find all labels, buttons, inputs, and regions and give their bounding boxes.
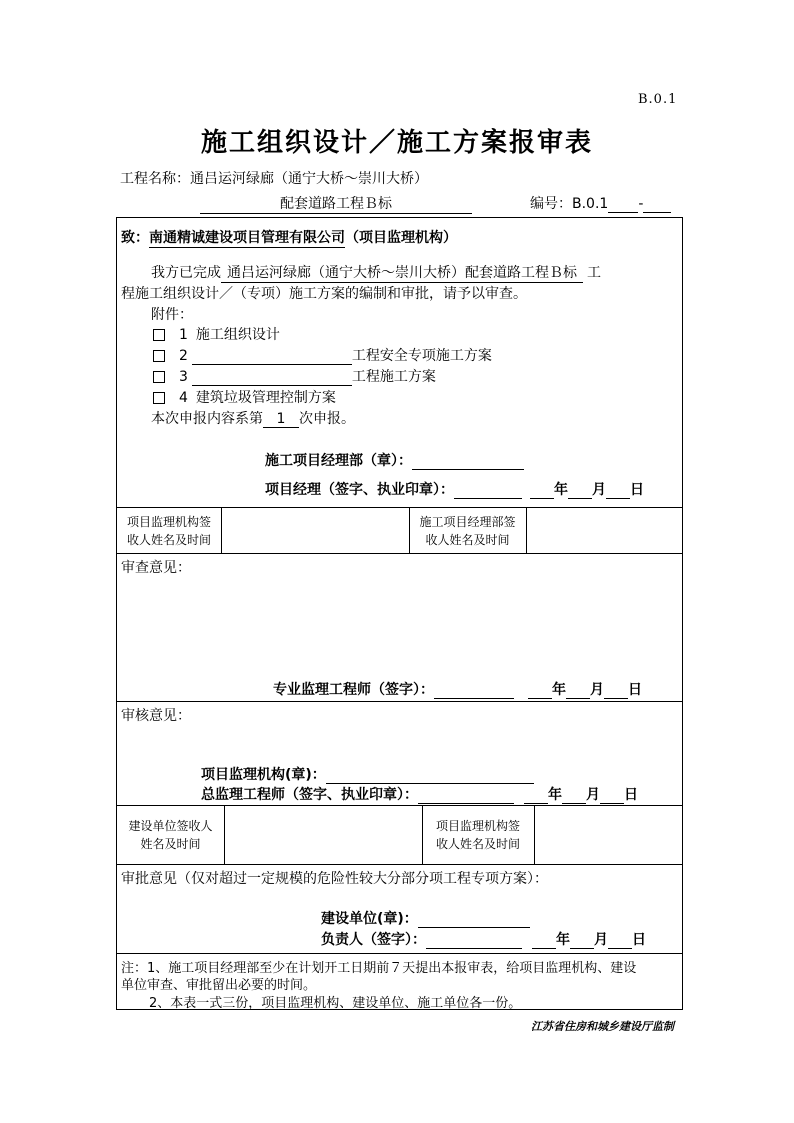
label-line: 姓名及时间 (140, 837, 201, 851)
attachment-text: 建筑垃圾管理控制方案 (195, 390, 336, 406)
day-label: 日 (624, 787, 638, 803)
checkbox[interactable] (153, 371, 165, 383)
audit-org-blank[interactable] (326, 767, 534, 784)
approval-unit-blank[interactable] (418, 911, 530, 928)
receipt-label-supervision (117, 513, 221, 549)
form-code: B.0.1 (638, 92, 678, 107)
attachment-item (153, 324, 280, 344)
label-line: 施工项目经理部签 (419, 515, 516, 529)
approval-form-table (116, 217, 683, 1010)
year-blank[interactable] (524, 787, 548, 804)
attachment-item (153, 387, 336, 407)
year-blank[interactable] (530, 482, 554, 499)
statement-project: 通吕运河绿廊（通宁大桥～崇川大桥）配套道路工程Ｂ标 (221, 262, 583, 283)
attachment-text: 施工组织设计 (195, 327, 280, 343)
attachment-item (153, 366, 436, 386)
day-blank[interactable] (608, 932, 632, 949)
submission-statement (151, 262, 601, 283)
number-label: 编号： (530, 196, 572, 212)
attachment-num: 1 (179, 327, 188, 343)
page-title: 施工组织设计／施工方案报审表 (200, 128, 593, 158)
day-label: 日 (630, 482, 644, 498)
number-value: B.0.1 (572, 196, 609, 212)
audit-label: 审核意见： (121, 708, 191, 724)
project-number (530, 193, 671, 213)
project-name-continued: 配套道路工程Ｂ标 (200, 193, 472, 214)
attachment-item (153, 345, 492, 365)
receipt-label-construction (409, 513, 526, 549)
note-line: 2、本表一式三份，项目监理机构、建设单位、施工单位各一份。 (149, 996, 522, 1011)
audit-chief-line (201, 784, 638, 804)
year-blank[interactable] (528, 682, 552, 699)
attachment-num: 2 (179, 348, 188, 364)
col-divider (221, 507, 222, 553)
attachment-num: 3 (179, 369, 188, 385)
audit-org-label: 项目监理机构(章)： (201, 767, 326, 783)
day-blank[interactable] (604, 682, 628, 699)
month-blank[interactable] (562, 787, 586, 804)
addressee-line (121, 227, 457, 248)
month-label: 月 (592, 482, 606, 498)
day-label: 日 (632, 932, 646, 948)
audit-chief-blank[interactable] (418, 787, 514, 804)
number-dash: - (638, 196, 644, 212)
times-prefix: 本次申报内容系第 (151, 411, 263, 427)
times-suffix: 次申报。 (299, 411, 355, 427)
audit-chief-label: 总监理工程师（签字、执业印章）： (201, 787, 418, 803)
manager-sign-line (265, 479, 644, 499)
statement-tail: 工 (587, 265, 601, 281)
addressee-suffix: （项目监理机构） (345, 230, 457, 246)
attachment-text: 工程安全专项施工方案 (351, 348, 492, 364)
dept-seal-line (265, 450, 524, 470)
project-name-line2 (200, 193, 472, 214)
number-blank-1[interactable] (608, 196, 638, 213)
label-line: 项目监理机构签 (126, 515, 211, 529)
attachment-blank[interactable] (192, 369, 352, 386)
year-label: 年 (548, 787, 562, 803)
approval-person-label: 负责人（签字）： (321, 932, 426, 948)
dept-label: 施工项目经理部（章）： (265, 453, 412, 469)
row-divider (117, 805, 682, 806)
approval-person-blank[interactable] (426, 932, 522, 949)
approval-unit-label: 建设单位(章)： (321, 911, 418, 927)
review-sign-blank[interactable] (434, 682, 514, 699)
project-name-line1 (120, 168, 428, 188)
row-divider (117, 553, 682, 554)
project-label: 工程名称： (120, 171, 190, 187)
note-line: 注：1、施工项目经理部至少在计划开工日期前７天提出本报审表，给项目监理机构、建设 (121, 961, 637, 976)
submission-count (151, 408, 355, 428)
year-label: 年 (552, 682, 566, 698)
checkbox[interactable] (153, 392, 165, 404)
number-blank-2[interactable] (643, 196, 671, 213)
approval-label: 审批意见（仅对超过一定规模的危险性较大分部分项工程专项方案）： (121, 871, 548, 887)
receipt-label-builder (117, 817, 224, 853)
approval-unit-line (321, 908, 530, 928)
month-blank[interactable] (570, 932, 594, 949)
year-blank[interactable] (532, 932, 556, 949)
times-value: 1 (263, 411, 299, 428)
checkbox[interactable] (153, 350, 165, 362)
year-label: 年 (556, 932, 570, 948)
col-divider (224, 805, 225, 864)
col-divider (526, 507, 527, 553)
dept-seal-blank[interactable] (412, 453, 524, 470)
label-line: 收人姓名及时间 (126, 533, 211, 547)
attachments-label: 附件： (151, 307, 193, 323)
manager-sign-blank[interactable] (454, 482, 522, 499)
note-line: 单位审查、审批留出必要的时间。 (121, 978, 317, 993)
label-line: 收人姓名及时间 (435, 837, 520, 851)
month-blank[interactable] (568, 482, 592, 499)
month-label: 月 (590, 682, 604, 698)
row-divider (117, 701, 682, 702)
month-label: 月 (594, 932, 608, 948)
label-line: 建设单位签收人 (128, 819, 213, 833)
statement-prefix: 我方已完成 (151, 265, 221, 281)
issuer-footer: 江苏省住房和城乡建设厅监制 (531, 1020, 674, 1033)
label-line: 项目监理机构签 (435, 819, 520, 833)
attachment-text: 工程施工方案 (351, 369, 436, 385)
day-blank[interactable] (606, 482, 630, 499)
statement-line2: 程施工组织设计／（专项）施工方案的编制和审批，请予以审查。 (121, 286, 527, 302)
review-label: 审查意见： (121, 560, 191, 576)
label-line: 收人姓名及时间 (425, 533, 510, 547)
addressee-org: 南通精诚建设项目管理有限公司 (149, 227, 345, 248)
audit-org-line (201, 764, 534, 784)
project-name: 通吕运河绿廊（通宁大桥～崇川大桥） (190, 171, 428, 187)
row-divider (117, 507, 682, 508)
row-divider (117, 864, 682, 865)
day-blank[interactable] (600, 787, 624, 804)
attachment-num: 4 (179, 390, 188, 406)
row-divider (117, 953, 682, 954)
month-label: 月 (586, 787, 600, 803)
day-label: 日 (628, 682, 642, 698)
checkbox[interactable] (153, 329, 165, 341)
approval-person-line (321, 929, 646, 949)
year-label: 年 (554, 482, 568, 498)
review-sign-line (273, 679, 642, 699)
col-divider (534, 805, 535, 864)
manager-label: 项目经理（签字、执业印章）： (265, 482, 454, 498)
review-sign-label: 专业监理工程师（签字）： (273, 682, 434, 698)
receipt-label-supervision-2 (422, 817, 534, 853)
attachment-blank[interactable] (192, 348, 352, 365)
to-label: 致： (121, 230, 149, 246)
month-blank[interactable] (566, 682, 590, 699)
